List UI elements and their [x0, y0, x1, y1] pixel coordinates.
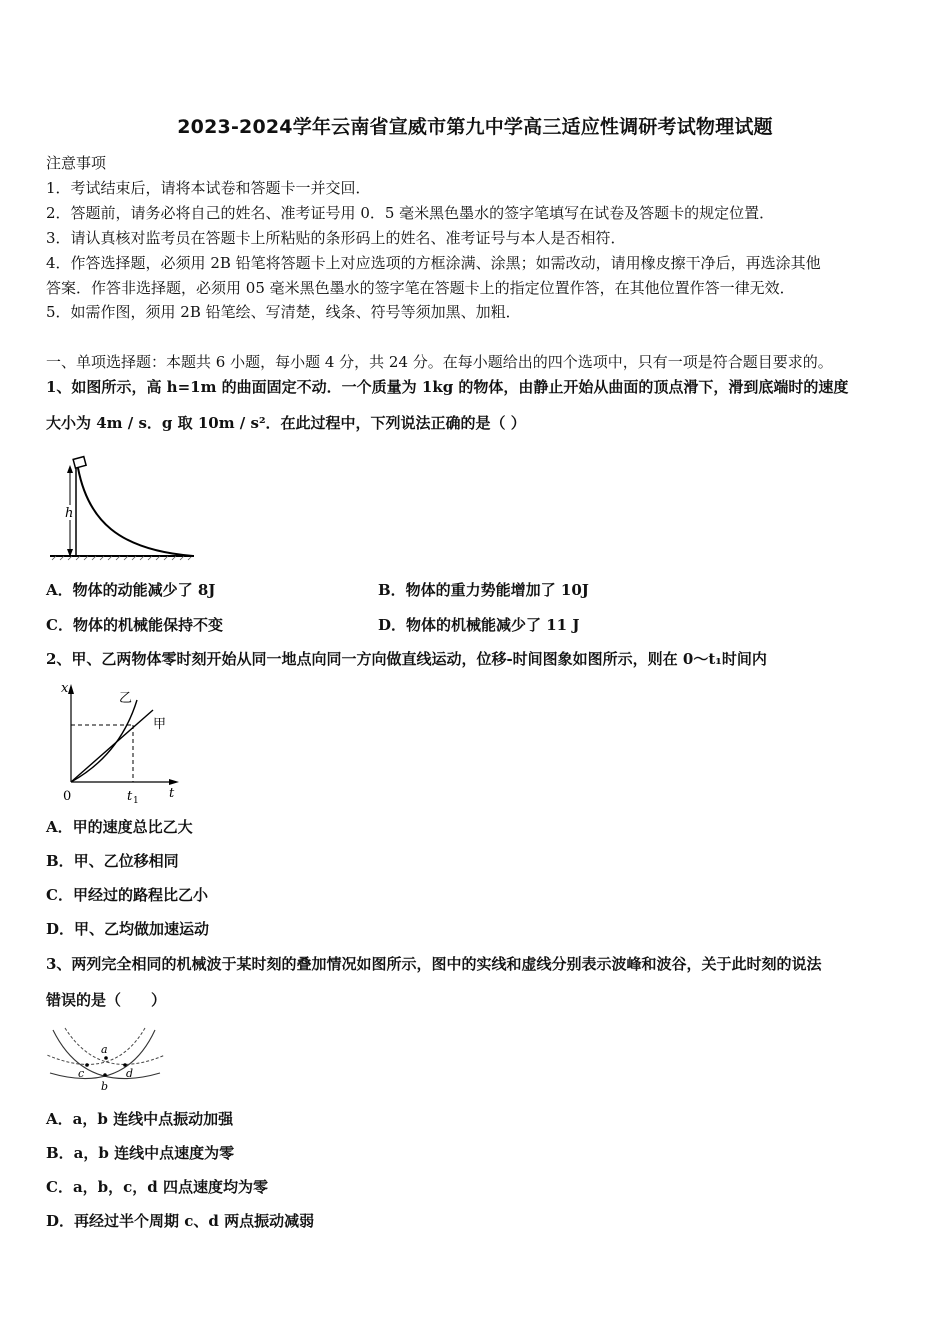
q1-option-c[interactable]: C．物体的机械能保持不变 [46, 616, 223, 634]
q3-text-line2: 错误的是（ ） [46, 991, 167, 1009]
notice-heading: 注意事项 [46, 154, 107, 172]
q3-text-line1: 3、两列完全相同的机械波于某时刻的叠加情况如图所示，图中的实线和虚线分别表示波峰和波谷，关于此时刻的说法 [46, 955, 822, 973]
notice-item: 答案．作答非选择题，必须用 05 毫米黑色墨水的签字笔在答题卡上的指定位置作答，在其他位置作答一律无效． [46, 279, 795, 297]
q2-yi-label: 乙 [119, 691, 133, 706]
q3-option-b[interactable]: B．a，b 连线中点速度为零 [46, 1144, 235, 1162]
q1-text-line1: 1、如图所示，高 h=1m 的曲面固定不动．一个质量为 1kg 的物体，由静止开始从曲面的顶点滑下，滑到底端时的速度 [46, 378, 849, 396]
q3-option-a[interactable]: A．a，b 连线中点振动加强 [46, 1110, 234, 1128]
q2-t1-subscript: 1 [133, 796, 139, 806]
q1-option-a[interactable]: A．物体的动能减少了 8J [46, 581, 216, 599]
q2-jia-label: 甲 [153, 717, 167, 732]
q1-option-b[interactable]: B．物体的重力势能增加了 10J [378, 581, 589, 599]
q2-y-axis-label: x [61, 681, 69, 696]
q2-option-b[interactable]: B．甲、乙位移相同 [46, 852, 179, 870]
q2-displacement-time-graph [55, 680, 190, 805]
q2-t1-label: t [127, 789, 133, 804]
q2-option-d[interactable]: D．甲、乙均做加速运动 [46, 920, 210, 938]
q2-origin-label: 0 [63, 789, 72, 804]
q3-option-c[interactable]: C．a，b，c，d 四点速度均为零 [46, 1178, 268, 1196]
section-heading: 一、单项选择题：本题共 6 小题，每小题 4 分，共 24 分。在每小题给出的四个选项中，只有一项是符合题目要求的。 [46, 353, 833, 371]
q2-option-a[interactable]: A．甲的速度总比乙大 [46, 818, 193, 836]
notice-item: 2．答题前，请务必将自己的姓名、准考证号用 0．5 毫米黑色墨水的签字笔填写在试卷及答题卡的规定位置． [46, 204, 775, 222]
page-title: 2023-2024学年云南省宣威市第九中学高三适应性调研考试物理试题 [177, 116, 773, 138]
q3-point-b-label: b [101, 1080, 109, 1093]
q2-option-c[interactable]: C．甲经过的路程比乙小 [46, 886, 208, 904]
q1-option-d[interactable]: D．物体的机械能减少了 11 J [378, 616, 580, 634]
notice-item: 4．作答选择题，必须用 2B 铅笔将答题卡上对应选项的方框涂满、涂黑；如需改动，请用橡皮擦干净后，再选涂其他 [46, 254, 821, 272]
q3-option-d[interactable]: D．再经过半个周期 c、d 两点振动减弱 [46, 1212, 315, 1230]
q1-curved-surface-figure [48, 450, 198, 565]
q1-height-label: h [65, 506, 74, 521]
q1-text-line2: 大小为 4m / s．g 取 10m / s²．在此过程中，下列说法正确的是（ ） [46, 414, 526, 432]
notice-item: 3．请认真核对监考员在答题卡上所粘贴的条形码上的姓名、准考证号与本人是否相符． [46, 229, 626, 247]
q3-point-c-label: c [78, 1067, 85, 1080]
q2-x-axis-label: t [169, 786, 175, 801]
notice-item: 5．如需作图，须用 2B 铅笔绘、写清楚，线条、符号等须加黑、加粗． [46, 303, 521, 321]
notice-item: 1．考试结束后，请将本试卷和答题卡一并交回． [46, 179, 371, 197]
q3-point-a-label: a [101, 1043, 108, 1056]
q3-wave-superposition-figure [45, 1025, 170, 1095]
q3-point-d-label: d [126, 1067, 134, 1080]
q2-text-line1: 2、甲、乙两物体零时刻开始从同一地点向同一方向做直线运动，位移-时间图象如图所示，则在 0～t₁时间内 [46, 650, 767, 668]
